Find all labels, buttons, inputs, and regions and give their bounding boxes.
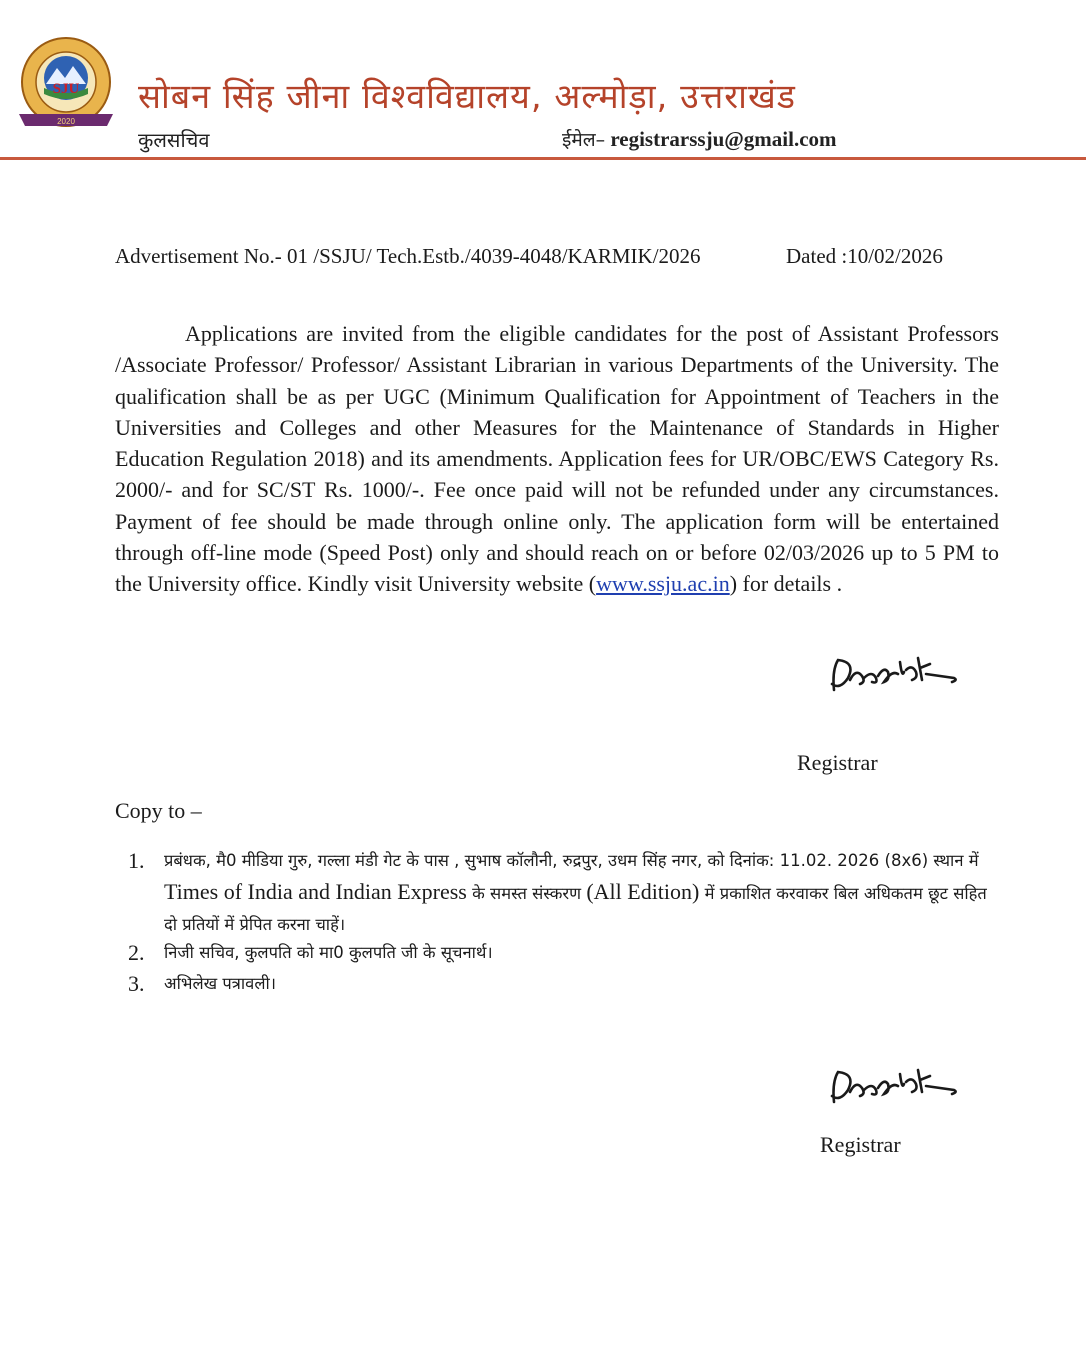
copy-item-text: प्रबंधक, मै0 मीडिया गुरु, गल्ला मंडी गेट के पास , सुभाष कॉलौनी, रुद्रपुर, उधम सिंह नगर, को दिनांक: 11.02. 2026 (8x6) स्थान में Times of India and Indian Express के समस्त संस्करण (All Edition) में प्रकाशित करवाकर बिल अधिकतम छूट सहित दो प्रतियों में प्रेपित करना चाहें।	[164, 851, 987, 934]
website-link[interactable]: www.ssju.ac.in	[596, 571, 730, 597]
email-line	[562, 126, 837, 152]
body-text: Applications are invited from the eligible candidates for the post of Assistant Professors /Associate Professor/ Professor/ Assistant Librarian in various Departments of the University. The qualification shall be as per UGC (Minimum Qualification for Appointment of Teachers in the Universities and Colleges and other Measures for the Maintenance of Standards in Higher Education Regulation 2018) and its amendments. Application fees for UR/OBC/EWS Category Rs. 2000/- and for SC/ST Rs. 1000/-. Fee once paid will not be refunded under any circumstances. Payment of fee should be made through online only. The application form will be entertained through off-line mode (Speed Post) only and should reach on or before 02/03/2026 up to 5 PM to the University office. Kindly visit University website (	[115, 321, 999, 597]
body-text-end: ) for details .	[729, 571, 843, 597]
signature-image	[826, 650, 966, 700]
svg-text:2020: 2020	[57, 117, 75, 126]
copy-item-text: अभिलेख पत्रावली।	[164, 974, 277, 993]
copy-item-number: 2.	[128, 940, 145, 965]
copy-item-2	[128, 937, 998, 969]
university-logo	[11, 36, 121, 136]
copy-item-number: 3.	[128, 971, 145, 996]
copy-item-text: निजी सचिव, कुलपति को मा0 कुलपति जी के सूचनार्थ।	[164, 943, 493, 962]
registrar-designation-2: Registrar	[820, 1132, 901, 1157]
registrar-designation: Registrar	[797, 750, 878, 775]
signature-image	[826, 1062, 966, 1112]
email-label: ईमेल–	[562, 129, 606, 151]
copy-item-1	[128, 845, 998, 939]
copy-item-3	[128, 968, 998, 1000]
copy-item-number: 1.	[128, 848, 145, 873]
body-paragraph	[115, 318, 999, 600]
copy-to-heading: Copy to –	[115, 798, 202, 823]
university-name: सोबन सिंह जीना विश्वविद्यालय, अल्मोड़ा, उत्तराखंड	[138, 77, 796, 117]
svg-text:SJU: SJU	[52, 81, 80, 97]
advertisement-date: Dated :10/02/2026	[786, 244, 943, 268]
office-label: कुलसचिव	[138, 128, 210, 152]
header-divider	[0, 157, 1086, 160]
university-seal-icon	[11, 36, 121, 136]
email-address[interactable]: registrarssju@gmail.com	[610, 127, 837, 151]
advertisement-number: Advertisement No.- 01 /SSJU/ Tech.Estb./4039-4048/KARMIK/2026	[115, 244, 701, 268]
